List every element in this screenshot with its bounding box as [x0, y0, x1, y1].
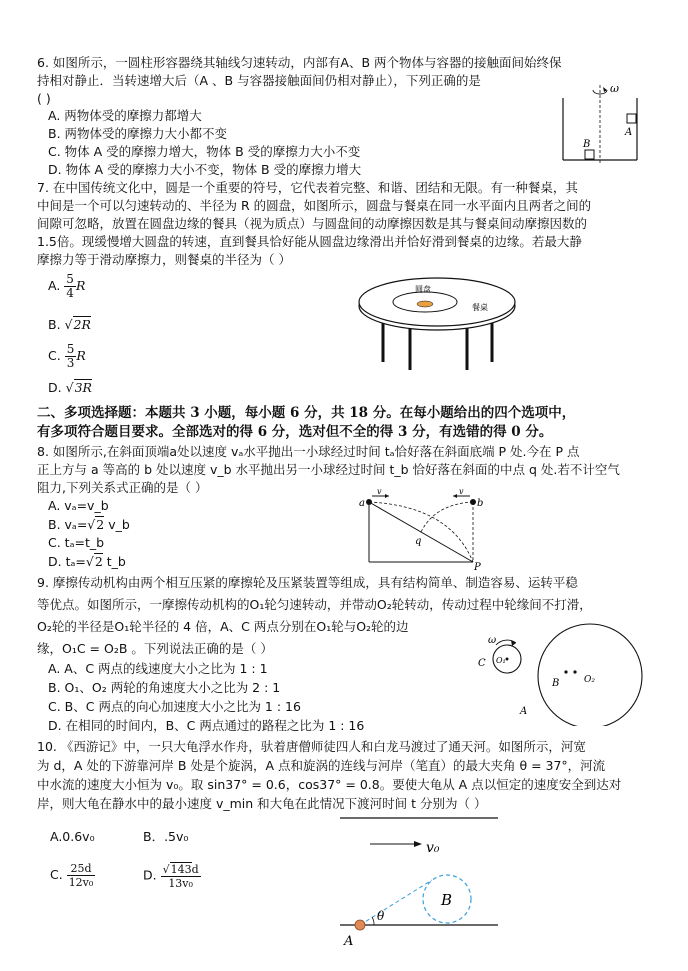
q8-trajectory-b: [421, 502, 473, 532]
q6-container-figure: [555, 80, 645, 165]
q8-option-d[interactable]: D. tₐ=√2 t_b: [48, 554, 126, 569]
q8-label-b: b: [477, 498, 484, 509]
q10-label-a: A: [344, 934, 354, 949]
q9-stem-line2: 等优点。如图所示，一摩擦传动机构的O₁轮匀速转动，并带动O₂轮转动，传动过程中轮缘间不打滑，: [37, 597, 592, 612]
q9-option-b[interactable]: B. O₁、O₂ 两轮的角速度大小之比为 2 : 1: [48, 680, 281, 695]
q8-label-p: P: [474, 562, 481, 570]
q9-label-o2: O₂: [584, 675, 595, 685]
q9-label-o1: O₁: [496, 656, 506, 665]
q10-stem-line1: 10. 《西游记》中，一只大龟浮水作舟，驮着唐僧师徒四人和白龙马渡过了通天河。如图所示，河宽: [37, 739, 586, 754]
q7-option-b-radical: √2R: [64, 317, 91, 332]
q6-stem-line1: 6. 如图所示，一圆柱形容器绕其轴线匀速转动，内部有A、B 两个物体与容器的接触面间始终保: [37, 55, 562, 70]
q6-option-c[interactable]: C. 物体 A 受的摩擦力增大，物体 B 受的摩擦力大小不变: [48, 144, 361, 159]
q10-theta-label: θ: [377, 909, 385, 923]
q9-option-c[interactable]: C. B、C 两点的向心加速度大小之比为 1 : 16: [48, 699, 301, 714]
q7-option-c[interactable]: C. $\frac{5}{3}$ R: [48, 342, 86, 370]
q7-stem-line2: 中间是一个可以匀速转动的、半径为 R 的圆盘，如图所示，圆盘与餐桌在同一水平面内且两者之间的: [37, 198, 592, 213]
q10-option-a[interactable]: A.0.6v₀: [50, 829, 95, 844]
q8-option-c[interactable]: C. tₐ=t_b: [48, 535, 105, 550]
q8-slope-figure: [355, 488, 490, 570]
q8-stem-line1: 8. 如图所示,在斜面顶端a处以速度 vₐ水平抛出一小球经过时间 tₐ恰好落在斜面底端 P 处.今在 P 点: [37, 444, 580, 459]
q10-stem-line4: 岸，则大龟在静水中的最小速度 v_min 和大龟在此情况下渡河时间 t 分别为（ ）: [37, 796, 487, 811]
q8-point-a: [366, 499, 372, 505]
q10-option-d-fraction: $\frac{√143d}{\text{13v₀}}$: [162, 863, 199, 890]
q7-tableware: [417, 301, 433, 307]
q7-stem-line3: 间隙可忽略，放置在圆盘边缘的餐具（视为质点）与圆盘间的动摩擦因数是其与餐桌间动摩擦因数的: [37, 216, 588, 231]
q9-friction-wheels-figure: [478, 618, 656, 726]
section2-header-line1: 二、多项选择题：本题共 3 小题，每小题 6 分，共 18 分。在每小题给出的四个选项中，: [37, 405, 576, 421]
q7-table-figure: [355, 270, 520, 375]
q6-block-b: [585, 150, 594, 159]
q9-option-d[interactable]: D. 在相同的时间内，B、C 两点通过的路程之比为 1 : 16: [48, 718, 365, 733]
q10-tangent-line: [360, 880, 432, 925]
q8-label-a: a: [359, 498, 365, 509]
q10-turtle-point: [355, 920, 365, 930]
q7-stem-line1: 7. 在中国传统文化中，圆是一个重要的符号，它代表着完整、和谐、团结和无限。有一种餐桌，其: [37, 180, 578, 195]
q10-option-c-fraction: $\frac{25d}{\text{12v₀}}$: [68, 862, 94, 889]
q8-point-b: [470, 499, 476, 505]
q6-block-a: [627, 114, 636, 123]
q9-stem-line1: 9. 摩擦传动机构由两个相互压紧的摩擦轮及压紧装置等组成，具有结构简单、制造容易、运转平稳: [37, 575, 578, 590]
q7-option-b[interactable]: B. √2R: [48, 317, 91, 332]
q7-option-a-fraction: $\frac{5}{4}$: [66, 272, 74, 300]
q10-stem-line3: 中水流的速度大小恒为 v₀。取 sin37° = 0.6，cos37° = 0.8。要使大龟从 A 点以恒定的速度安全到达对: [37, 777, 622, 792]
q8-va-label: v: [377, 488, 382, 496]
q8-label-q: q: [415, 536, 422, 547]
q9-stem-line3: O₂轮的半径是O₁轮半径的 4 倍，A、C 两点分别在O₁轮与O₂轮的边: [37, 619, 409, 634]
q6-stem-line2: 持相对静止．当转速增大后（A 、B 与容器接触面间仍相对静止），下列正确的是: [37, 73, 481, 88]
q6-omega-label: ω: [610, 82, 619, 95]
q9-label-a: A: [520, 706, 528, 717]
q7-option-c-fraction: $\frac{5}{3}$: [66, 342, 75, 370]
q7-option-a[interactable]: A. $\frac{5}{4}$ R: [48, 272, 86, 300]
q10-river-figure: [336, 808, 501, 966]
q7-option-d[interactable]: D. √3R: [48, 380, 92, 395]
q10-label-b: B: [441, 891, 453, 909]
q7-option-d-radical: √3R: [65, 380, 92, 395]
q10-option-c[interactable]: C. $\frac{25d}{\text{12v₀}}$: [50, 862, 94, 889]
q8-incline: [369, 502, 473, 562]
q9-option-a[interactable]: A. A、C 两点的线速度大小之比为 1 : 1: [48, 661, 268, 676]
q7-stem-line5: 摩擦力等于滑动摩擦力，则餐桌的半径为（ ）: [37, 252, 291, 267]
q6-option-b[interactable]: B. 两物体受的摩擦力大小都不变: [48, 126, 228, 141]
q7-table-label: 餐桌: [472, 303, 488, 312]
q6-label-b: B: [583, 139, 591, 150]
q10-option-b[interactable]: B．.5v₀: [143, 829, 189, 844]
q7-disk-label: 圆盘: [415, 285, 431, 294]
q10-flow-arrow: [414, 841, 422, 847]
q10-option-d[interactable]: D. $\frac{√143d}{\text{13v₀}}$: [143, 863, 199, 890]
q6-option-d[interactable]: D. 物体 A 受的摩擦力大小不变，物体 B 受的摩擦力增大: [48, 162, 362, 177]
q9-label-b: B: [552, 678, 560, 689]
q10-v0-label: v₀: [426, 840, 440, 856]
q6-label-a: A: [625, 127, 633, 138]
q8-stem-line3: 阻力,下列关系式正确的是（ ）: [37, 480, 208, 495]
q9-omega-label: ω: [488, 635, 497, 646]
q8-stem-line2: 正上方与 a 等高的 b 处以速度 v_b 水平抛出另一小球经过时间 t_b 恰好落在斜面的中点 q 处.若不计空气: [37, 462, 620, 477]
q9-stem-line4: 缘，O₁C = O₂B 。下列说法正确的是（ ）: [37, 641, 273, 656]
q9-label-c: C: [478, 658, 486, 669]
q8-option-b[interactable]: B. vₐ=√2 v_b: [48, 517, 130, 532]
section2-header-line2: 有多项符合题目要求。全部选对的得 6 分，选对但不全的得 3 分，有选错的得 0 分。: [37, 424, 553, 440]
q7-stem-line4: 1.5倍。现缓慢增大圆盘的转速，直到餐具恰好能从圆盘边缘滑出并恰好滑到餐桌的边缘。若最大静: [37, 234, 582, 249]
q8-option-a[interactable]: A. vₐ=v_b: [48, 498, 109, 513]
q6-option-a[interactable]: A. 两物体受的摩擦力都增大: [48, 108, 202, 123]
q10-stem-line2: 为 d，A 处的下游靠河岸 B 处是个旋涡，A 点和旋涡的连线与河岸（笔直）的最大夹角 θ = 37°，河流: [37, 758, 606, 773]
q8-vb-label: v: [459, 488, 464, 496]
q6-answer-paren: ( ): [37, 91, 51, 106]
